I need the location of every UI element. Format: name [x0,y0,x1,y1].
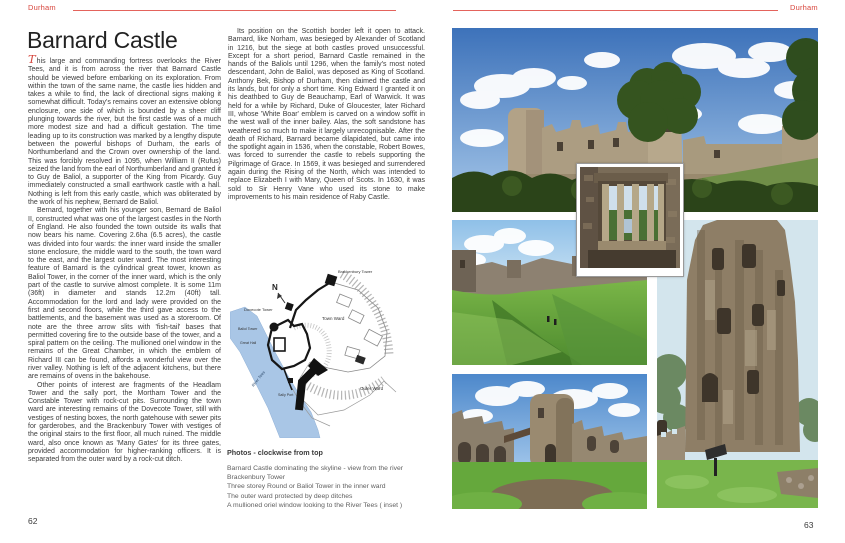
town-ward-label: Town Ward [322,316,345,321]
baliol-tower-footprint [270,323,279,332]
excavated-stones [777,468,818,498]
paragraph: Bernard, together with his younger son, Bernard de Baliol II, constructed what was one of the largest castles in the North of England. He also founded the town outside its walls that now bears his name. Covering 2.6ha (6.5 acres), the castle was divided into four wards: the inner ward inside the smaller stone enclosure, the middle ward to the south, the town ward to the east, and the largest outer ward. The most interesting feature of Barnard is the cylindrical great tower, known as Baliol Tower, in the corner of the inner ward, which is the only part of the castle to survive almost complete. It is some 11m (36ft) in diameter and stands 12.2m (40ft) tall. Accommodation for the lord and lady were provided on the first and second floors, while the third gave access to the battlements, and the basement was used as a storeroom. Of note are the three arrow slits with 'fish-tail' bases that permitted covering fire to the outside base of the tower, and a spiral pattern on the ceiling. The mullioned oriel window in the remains of the Great Chamber, in which the emblem of Richard III can be found, affords a wonderful view over the river valley. Nothing is left of the adjacent kitchens, but there are remains of ovens in the bakehouse. [28,207,221,381]
tower-footprint [355,355,366,365]
photo-oriel-window-inset [576,163,684,277]
head-rule-left [73,10,396,11]
caption-line: The outer ward protected by deep ditches [227,492,353,500]
page-number-left: 62 [28,516,38,526]
head-rule-right [453,10,778,11]
article-column-1 [28,52,222,465]
outer-ward-label: Outer Ward [360,386,384,391]
page-number-right: 63 [804,520,814,530]
page-title: Barnard Castle [27,27,178,53]
castle-plan [230,260,432,443]
great-hall-label: Great Hall [240,341,257,345]
caption-line: Brackenbury Tower [227,474,286,482]
sill [598,241,666,250]
dovecote-label: Dovecote Tower [244,307,273,312]
dovecote-tower-footprint [285,302,294,311]
town-ward-wall [310,282,387,372]
photo-round-tower [452,374,647,509]
castle-plan-drawing [230,260,432,438]
caption-line: Barnard Castle dominating the skyline - view from the river [227,465,404,472]
sally-port-label: Sally Port [278,393,294,397]
town-ward-buildings [337,294,383,359]
article-column-2 [228,28,425,202]
paragraph: This large and commanding fortress overlooks the River Tees, and it is from across the river that Barnard Castle should be viewed before embarking on its exploration. From within the town of the same name, the castle lies hidden and takes a while to find, the lack of directional signs making it somewhat difficult. Today's remains cover an extensive oblong enclosure, one side of which is bounded by a sheer cliff plunging towards the river, but the first castle was of a much more modest size and had a difficult gestation. The time leading up to its construction was marked by a lengthy dispute between the powerful bishops of Durham, the earls of Northumberland and the Crown over ownership of the land. This was forcibly resolved in 1095, when William II (Rufus) seized the land from the earl of Northumberland and granted it to Guy de Baliol, a supporter of the King from Picardy. Guy immediately constructed a small earthwork castle with a hall. Nothing is left from this early castle, which was obliterated by the work of his nephew, Bernard de Baliol. [28,52,222,207]
captions-heading: Photos - clockwise from top [227,448,323,457]
caption-line: A mullioned oriel window looking to the River Tees ( inset ) [227,501,403,509]
drop-cap: T [28,52,36,66]
sally-port-mark [288,378,293,383]
caption-line: Three storey Round or Baliol Tower in the inner ward [227,483,386,491]
paragraph: Its position on the Scottish border left it open to attack. Barnard, like Norham, was besieged by Alexander of Scotland in 1216, but the siege at both castles proved unsuccessful. Except for a short period, Barnard Castle remained in the hands of the Baliols until 1296, when the family's most noted descendant, John de Baliol, was deposed as King of Scotland. Anthony Bek, Bishop of Durham, then claimed the castle and its lands, but for only a short time. King Edward I granted it on his deathbed to Guy de Beauchamp, Earl of Warwick. It was held for a while by Richard, Duke of Gloucester, later Richard III, whose 'White Boar' emblem is carved on a window soffit in the west wall of the inner bailey. Alas, the soft sandstone has weathered so much to make it largely unrecognisable. After the death of Richard, Barnard became dilapidated, but came into the spotlight again in 1536, when the constable, Robert Bowes, was forced to surrender the castle to rebels supporting the Pilgrimage of Grace. In 1569, it was besieged and surrendered again during the Rising of the North, which was intended to replace Elizabeth I with Mary, Queen of Scots. In 1630, it was sold to Sir Henry Vane who used its stone to make improvements to his main residence of Raby Castle. [228,28,425,201]
running-head-right: Durham [790,3,818,12]
figure [554,319,557,325]
brackenbury-label: Brackenbury Tower [338,269,373,274]
river-tees-label: River Tees [250,369,266,388]
north-label: N [272,283,278,292]
north-curtain-wall [290,282,331,328]
great-hall-footprint [274,338,285,351]
baliol-label: Baliol Tower [238,327,258,331]
figure [547,316,550,322]
ditch-hatching-east [342,274,389,356]
paragraph: Other points of interest are fragments of the Headlam Tower and the sally port, the Mortham Tower and the Constable Tower with rock-cut pits. Surrounding the town ward are interesting remains of the Dovecote Tower, still with vestiges of nesting boxes, the north gatehouse with sewer pits for garderobes, and the Brackenbury Tower with vestiges of the original stairs to the first floor, all much ruined. The middle ward, also once known as 'Many Gates' for its three gates, provided accommodation for higher-ranking officers. It is separated from the outer ward by a rock-cut ditch. [28,381,221,464]
running-head-left: Durham [28,3,56,12]
photo-captions [227,448,437,510]
floor-shadow [588,250,676,268]
compass-north [272,283,285,303]
